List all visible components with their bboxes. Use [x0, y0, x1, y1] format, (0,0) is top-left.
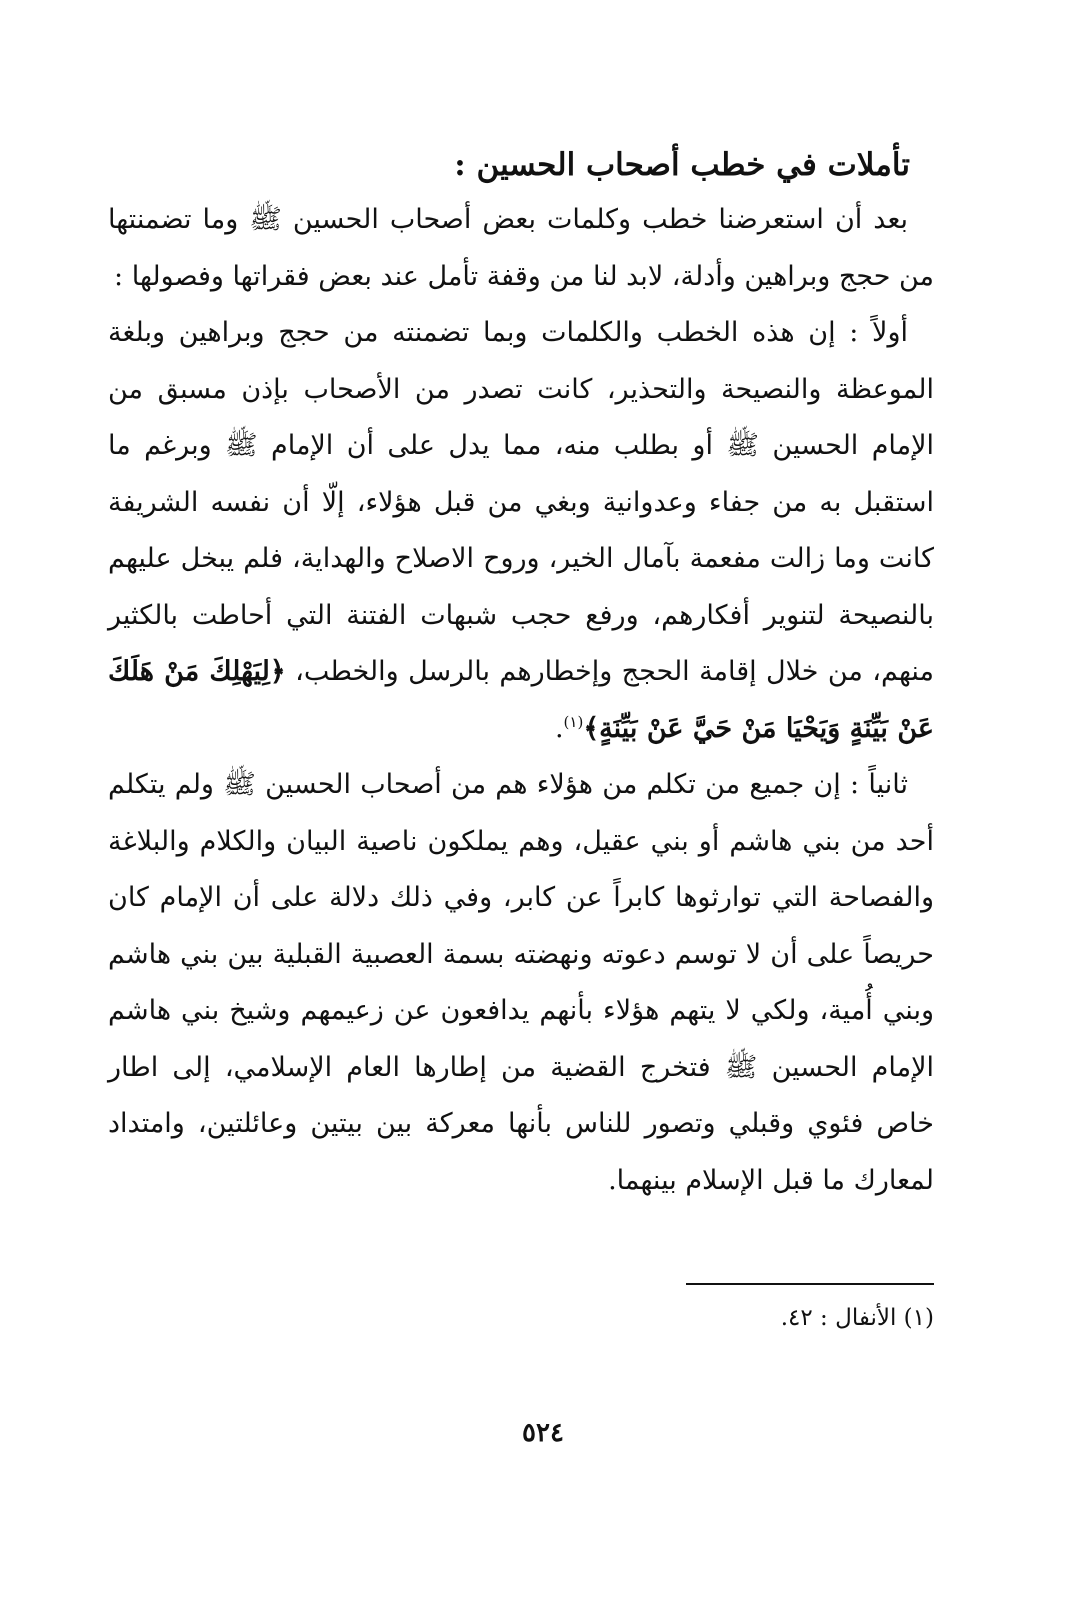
paragraph-first — [108, 305, 934, 757]
paragraph-intro-text: بعد أن استعرضنا خطب وكلمات بعض أصحاب الحسين ﷺ وما تضمنتها من حجج وبراهين وأدلة، لابد لنا من وقفة تأمل عند بعض فقراتها وفصولها : — [108, 204, 934, 292]
quran-verse: ﴿لِيَهْلِكَ مَنْ هَلَكَ عَنْ بَيِّنَةٍ وَيَحْيَا مَنْ حَيَّ عَنْ بَيِّنَةٍ﴾ — [108, 656, 934, 744]
footnote: (١) الأنفال : ٤٢. — [780, 1305, 934, 1331]
section-heading: تأملات في خطب أصحاب الحسين : — [454, 147, 910, 183]
footnote-divider — [686, 1283, 934, 1285]
paragraph-first-text: أولاً : إن هذه الخطب والكلمات وبما تضمنته من حجج وبراهين وبلغة الموعظة والنصيحة والتحذير، كانت تصدر من الأصحاب بإذن مسبق من الإمام الحسين ﷺ أو بطلب منه، مما يدل على أن الإمام ﷺ وبرغم ما استقبل به من جفاء وعدوانية وبغي من قبل هؤلاء، إلّا أن نفسه الشريفة كانت وما زالت مفعمة بآمال الخير، وروح الاصلاح والهداية، فلم يبخل عليهم بالنصيحة لتنوير أفكارهم، ورفع حجب شبهات الفتنة التي أحاطت بالكثير منهم، من خلال إقامة الحجج وإخطارهم بالرسل والخطب، — [108, 317, 934, 687]
footnote-marker: (١) — [563, 712, 584, 731]
paragraph-intro — [108, 192, 934, 305]
paragraph-second — [108, 757, 934, 1209]
paragraph-second-text: ثانياً : إن جميع من تكلم من هؤلاء هم من أصحاب الحسين ﷺ ولم يتكلم أحد من بني هاشم أو بني عقيل، وهم يملكون ناصية البيان والكلام والبلاغة والفصاحة التي توارثوها كابراً عن كابر، وفي ذلك دلالة على أن الإمام كان حريصاً على أن لا توسم دعوته ونهضته بسمة العصبية القبلية بين بني هاشم وبني أُمية، ولكي لا يتهم هؤلاء بأنهم يدافعون عن زعيمهم وشيخ بني هاشم الإمام الحسين ﷺ فتخرج القضية من إطارها العام الإسلامي، إلى اطار خاص فئوي وقبلي وتصور للناس بأنها معركة بين بيتين وعائلتين، وامتداد لمعارك ما قبل الإسلام بينهما. — [108, 769, 934, 1196]
page-body — [108, 138, 934, 1209]
paragraph-first-end: . — [554, 712, 564, 744]
page-number: ٥٢٤ — [522, 1418, 564, 1448]
